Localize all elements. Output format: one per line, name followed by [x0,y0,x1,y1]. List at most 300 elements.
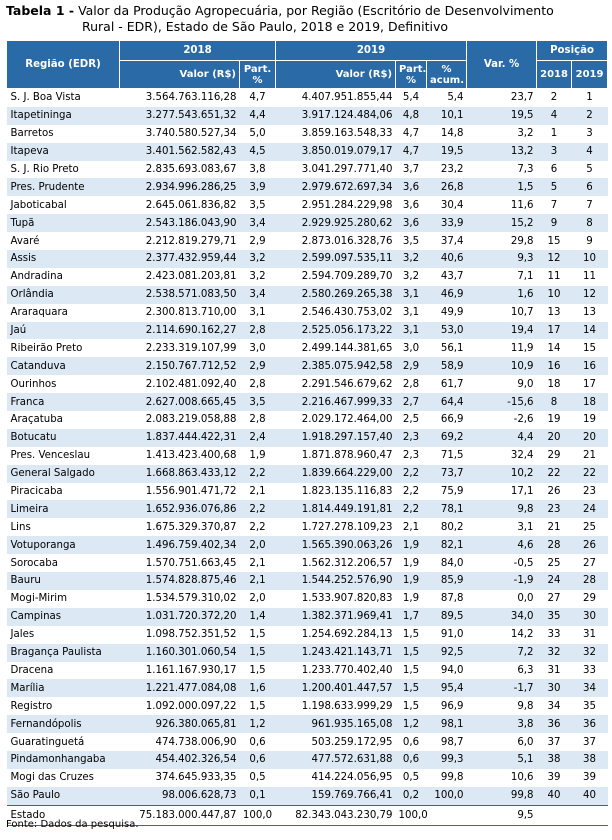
cell-regiao: Jaboticabal [7,196,120,214]
table-row [7,465,608,483]
cell-pos-2019: 20 [572,429,608,447]
cell-pos-2018: 14 [537,339,572,357]
cell-part-2018: 3,2 [240,250,276,268]
cell-regiao: Piracicaba [7,483,120,501]
cell-pos-2019: 27 [572,554,608,572]
cell-valor-2019: 961.935.165,08 [276,715,396,733]
cell-regiao: Bragança Paulista [7,644,120,662]
table-row [7,536,608,554]
cell-part-2019: 1,7 [396,608,427,626]
table-row [7,787,608,805]
cell-acum-2019 [427,805,467,825]
table-row [7,143,608,161]
cell-pos-2018: 24 [537,572,572,590]
cell-valor-2018: 2.114.690.162,27 [120,322,240,340]
cell-valor-2018: 2.543.186.043,90 [120,214,240,232]
cell-var: 7,2 [467,644,537,662]
cell-valor-2019: 2.873.016.328,76 [276,232,396,250]
cell-valor-2019: 4.407.951.855,44 [276,89,396,107]
cell-part-2018: 2,1 [240,554,276,572]
cell-var: 3,2 [467,125,537,143]
cell-pos-2019: 2 [572,107,608,125]
cell-part-2019: 3,2 [396,250,427,268]
cell-part-2019: 4,8 [396,107,427,125]
cell-regiao: Pres. Prudente [7,178,120,196]
table-row [7,769,608,787]
cell-var: 9,0 [467,375,537,393]
cell-var: 9,3 [467,250,537,268]
cell-valor-2019: 1.198.633.999,29 [276,697,396,715]
cell-acum-2019: 33,9 [427,214,467,232]
cell-var: 10,2 [467,465,537,483]
cell-pos-2019: 17 [572,375,608,393]
header-var: Var. % [467,41,537,89]
cell-part-2019: 2,2 [396,465,427,483]
table-row [7,733,608,751]
cell-part-2019: 2,7 [396,393,427,411]
cell-regiao: Sorocaba [7,554,120,572]
header-year-2019: 2019 [276,41,467,61]
cell-pos-2018: 31 [537,662,572,680]
cell-pos-2018: 6 [537,161,572,179]
table-row [7,644,608,662]
header-regiao: Região (EDR) [7,41,120,89]
cell-regiao: Franca [7,393,120,411]
cell-valor-2019: 3.917.124.484,06 [276,107,396,125]
cell-var: 6,0 [467,733,537,751]
table-row [7,715,608,733]
cell-part-2018: 4,4 [240,107,276,125]
cell-valor-2018: 1.574.828.875,46 [120,572,240,590]
cell-part-2018: 3,1 [240,304,276,322]
cell-valor-2018: 926.380.065,81 [120,715,240,733]
cell-valor-2018: 75.183.000.447,87 [120,805,240,825]
cell-part-2019: 3,2 [396,268,427,286]
cell-pos-2018: 2 [537,89,572,107]
cell-pos-2019: 15 [572,339,608,357]
cell-pos-2019: 9 [572,232,608,250]
cell-valor-2019: 2.546.430.753,02 [276,304,396,322]
cell-acum-2019: 53,0 [427,322,467,340]
cell-valor-2018: 2.423.081.203,81 [120,268,240,286]
cell-acum-2019: 49,9 [427,304,467,322]
cell-part-2018: 4,5 [240,143,276,161]
cell-pos-2019: 28 [572,572,608,590]
cell-pos-2019: 21 [572,447,608,465]
cell-acum-2019: 69,2 [427,429,467,447]
cell-valor-2018: 1.652.936.076,86 [120,500,240,518]
cell-valor-2019: 2.580.269.265,38 [276,286,396,304]
table-row [7,107,608,125]
cell-valor-2018: 98.006.628,73 [120,787,240,805]
cell-var: 4,6 [467,536,537,554]
cell-valor-2018: 2.233.319.107,99 [120,339,240,357]
cell-pos-2018: 8 [537,393,572,411]
cell-valor-2019: 1.544.252.576,90 [276,572,396,590]
cell-var: -2,6 [467,411,537,429]
cell-part-2018: 2,4 [240,429,276,447]
cell-regiao: Dracena [7,662,120,680]
cell-regiao: Jales [7,626,120,644]
cell-acum-2019: 61,7 [427,375,467,393]
cell-part-2019: 2,5 [396,411,427,429]
cell-part-2018: 2,1 [240,572,276,590]
cell-valor-2018: 2.212.819.279,71 [120,232,240,250]
cell-part-2018: 2,2 [240,518,276,536]
table-row [7,125,608,143]
cell-var: 9,8 [467,500,537,518]
cell-acum-2019: 23,2 [427,161,467,179]
cell-part-2019: 3,6 [396,196,427,214]
cell-valor-2018: 1.556.901.471,72 [120,483,240,501]
table-row [7,662,608,680]
cell-part-2019: 1,2 [396,715,427,733]
cell-valor-2019: 2.929.925.280,62 [276,214,396,232]
cell-acum-2019: 64,4 [427,393,467,411]
cell-regiao: Estado [7,805,120,825]
cell-valor-2018: 2.150.767.712,52 [120,357,240,375]
cell-part-2018: 2,2 [240,500,276,518]
cell-pos-2019: 16 [572,357,608,375]
cell-regiao: General Salgado [7,465,120,483]
cell-pos-2018: 23 [537,500,572,518]
cell-part-2019: 2,3 [396,447,427,465]
table-row [7,161,608,179]
cell-part-2019: 5,4 [396,89,427,107]
cell-valor-2018: 1.092.000.097,22 [120,697,240,715]
table-row [7,411,608,429]
table-row [7,304,608,322]
header-part-2018: Part. % [240,61,276,89]
cell-part-2018: 3,4 [240,214,276,232]
cell-pos-2018: 4 [537,107,572,125]
cell-pos-2018: 39 [537,769,572,787]
cell-part-2018: 1,4 [240,608,276,626]
cell-part-2019: 3,6 [396,214,427,232]
cell-part-2019: 1,5 [396,679,427,697]
table-row [7,196,608,214]
cell-acum-2019: 66,9 [427,411,467,429]
cell-acum-2019: 10,1 [427,107,467,125]
cell-var: 4,4 [467,429,537,447]
cell-valor-2018: 454.402.326,54 [120,751,240,769]
cell-regiao: Avaré [7,232,120,250]
cell-pos-2018: 35 [537,608,572,626]
cell-pos-2019: 19 [572,411,608,429]
cell-part-2019: 1,5 [396,697,427,715]
cell-valor-2018: 3.564.763.116,28 [120,89,240,107]
cell-valor-2018: 474.738.006,90 [120,733,240,751]
cell-pos-2018: 34 [537,697,572,715]
cell-var: 10,6 [467,769,537,787]
cell-var: 10,9 [467,357,537,375]
cell-part-2018: 2,9 [240,232,276,250]
cell-var: 1,5 [467,178,537,196]
table-row [7,375,608,393]
cell-part-2019: 2,9 [396,357,427,375]
cell-valor-2019: 1.871.878.960,47 [276,447,396,465]
cell-pos-2018: 37 [537,733,572,751]
cell-var: 3,1 [467,518,537,536]
cell-valor-2018: 2.627.008.665,45 [120,393,240,411]
cell-valor-2019: 2.594.709.289,70 [276,268,396,286]
cell-var: 32,4 [467,447,537,465]
cell-valor-2019: 2.979.672.697,34 [276,178,396,196]
cell-pos-2019: 33 [572,662,608,680]
cell-valor-2018: 1.837.444.422,31 [120,429,240,447]
caption-line2: Rural - EDR), Estado de São Paulo, 2018 e 2019, Definitivo [82,19,448,34]
table-row [7,500,608,518]
cell-valor-2019: 2.499.144.381,65 [276,339,396,357]
cell-acum-2019: 84,0 [427,554,467,572]
cell-part-2018: 1,6 [240,679,276,697]
cell-pos-2019: 1 [572,89,608,107]
header-acum-2019: % acum. [427,61,467,89]
cell-regiao: Tupã [7,214,120,232]
cell-pos-2018: 3 [537,143,572,161]
cell-acum-2019: 80,2 [427,518,467,536]
cell-pos-2019: 30 [572,608,608,626]
cell-valor-2019: 1.562.312.206,57 [276,554,396,572]
cell-regiao: Pres. Venceslau [7,447,120,465]
cell-valor-2018: 2.835.693.083,67 [120,161,240,179]
cell-pos-2018: 32 [537,644,572,662]
cell-valor-2019: 1.727.278.109,23 [276,518,396,536]
cell-regiao: Registro [7,697,120,715]
cell-regiao: São Paulo [7,787,120,805]
cell-pos-2019: 34 [572,679,608,697]
cell-pos-2019: 14 [572,322,608,340]
cell-part-2019: 3,1 [396,322,427,340]
cell-valor-2018: 2.538.571.083,50 [120,286,240,304]
cell-regiao: Campinas [7,608,120,626]
cell-pos-2019: 22 [572,465,608,483]
cell-var: 23,7 [467,89,537,107]
cell-acum-2019: 85,9 [427,572,467,590]
cell-pos-2018: 15 [537,232,572,250]
cell-part-2018: 100,0 [240,805,276,825]
cell-part-2019: 0,2 [396,787,427,805]
cell-var: 99,8 [467,787,537,805]
cell-var: 5,1 [467,751,537,769]
cell-pos-2019 [572,805,608,825]
caption-line1: Valor da Produção Agropecuária, por Região (Escritório de Desenvolvimento [74,3,554,18]
cell-acum-2019: 46,9 [427,286,467,304]
cell-part-2018: 0,6 [240,733,276,751]
cell-part-2019: 3,1 [396,304,427,322]
cell-var: 34,0 [467,608,537,626]
cell-pos-2018: 12 [537,250,572,268]
cell-pos-2018: 38 [537,751,572,769]
cell-pos-2018: 36 [537,715,572,733]
table-row [7,214,608,232]
cell-pos-2019: 11 [572,268,608,286]
cell-regiao: S. J. Boa Vista [7,89,120,107]
cell-part-2018: 0,1 [240,787,276,805]
cell-part-2019: 0,5 [396,769,427,787]
cell-var: 1,6 [467,286,537,304]
cell-regiao: Orlândia [7,286,120,304]
cell-part-2018: 2,0 [240,590,276,608]
cell-part-2019: 100,0 [396,805,427,825]
cell-part-2018: 2,0 [240,536,276,554]
cell-pos-2018: 9 [537,214,572,232]
cell-part-2019: 4,7 [396,125,427,143]
cell-pos-2019: 31 [572,626,608,644]
cell-var: 13,2 [467,143,537,161]
cell-pos-2019: 39 [572,769,608,787]
cell-pos-2019: 8 [572,214,608,232]
cell-acum-2019: 37,4 [427,232,467,250]
cell-part-2018: 2,8 [240,375,276,393]
cell-valor-2019: 2.951.284.229,98 [276,196,396,214]
cell-part-2019: 3,1 [396,286,427,304]
cell-part-2019: 2,1 [396,518,427,536]
cell-valor-2018: 2.083.219.058,88 [120,411,240,429]
cell-regiao: Itapeva [7,143,120,161]
cell-pos-2019: 13 [572,304,608,322]
cell-regiao: Marília [7,679,120,697]
table-row [7,357,608,375]
cell-regiao: Barretos [7,125,120,143]
cell-valor-2019: 3.859.163.548,33 [276,125,396,143]
cell-part-2018: 2,1 [240,483,276,501]
cell-valor-2018: 1.098.752.351,52 [120,626,240,644]
cell-valor-2018: 1.413.423.400,68 [120,447,240,465]
cell-part-2018: 4,7 [240,89,276,107]
cell-valor-2019: 1.200.401.447,57 [276,679,396,697]
cell-part-2019: 2,2 [396,500,427,518]
cell-part-2019: 1,5 [396,644,427,662]
cell-acum-2019: 95,4 [427,679,467,697]
cell-valor-2019: 1.814.449.191,81 [276,500,396,518]
cell-valor-2018: 3.277.543.651,32 [120,107,240,125]
cell-pos-2018: 17 [537,322,572,340]
cell-acum-2019: 19,5 [427,143,467,161]
cell-part-2018: 5,0 [240,125,276,143]
cell-valor-2019: 2.029.172.464,00 [276,411,396,429]
cell-valor-2019: 1.254.692.284,13 [276,626,396,644]
table-row [7,572,608,590]
table-row [7,232,608,250]
cell-var: 11,9 [467,339,537,357]
cell-acum-2019: 92,5 [427,644,467,662]
cell-part-2018: 1,2 [240,715,276,733]
cell-part-2018: 1,5 [240,697,276,715]
caption-label: Tabela 1 - [6,3,75,18]
cell-part-2018: 2,9 [240,357,276,375]
cell-acum-2019: 71,5 [427,447,467,465]
cell-pos-2018: 22 [537,465,572,483]
cell-acum-2019: 56,1 [427,339,467,357]
cell-pos-2019: 29 [572,590,608,608]
cell-acum-2019: 58,9 [427,357,467,375]
production-table [6,40,608,826]
cell-valor-2018: 1.160.301.060,54 [120,644,240,662]
cell-valor-2018: 2.934.996.286,25 [120,178,240,196]
cell-pos-2018: 20 [537,429,572,447]
cell-part-2018: 3,5 [240,196,276,214]
cell-valor-2018: 374.645.933,35 [120,769,240,787]
cell-pos-2019: 38 [572,751,608,769]
cell-pos-2018: 29 [537,447,572,465]
cell-var: 9,5 [467,805,537,825]
cell-part-2019: 3,0 [396,339,427,357]
table-row [7,429,608,447]
cell-acum-2019: 78,1 [427,500,467,518]
cell-valor-2018: 1.496.759.402,34 [120,536,240,554]
cell-regiao: Assis [7,250,120,268]
cell-pos-2019: 18 [572,393,608,411]
cell-var: 6,3 [467,662,537,680]
cell-regiao: Araraquara [7,304,120,322]
cell-pos-2019: 23 [572,483,608,501]
cell-valor-2018: 2.377.432.959,44 [120,250,240,268]
cell-valor-2019: 82.343.043.230,79 [276,805,396,825]
cell-var: -1,7 [467,679,537,697]
table-row [7,447,608,465]
cell-pos-2018: 5 [537,178,572,196]
table-row [7,178,608,196]
table-row [7,322,608,340]
cell-pos-2018: 40 [537,787,572,805]
cell-acum-2019: 26,8 [427,178,467,196]
cell-part-2018: 2,8 [240,411,276,429]
header-valor-2018: Valor (R$) [120,61,240,89]
cell-pos-2018: 28 [537,536,572,554]
cell-part-2019: 1,9 [396,590,427,608]
cell-pos-2019: 7 [572,196,608,214]
cell-regiao: Guaratinguetá [7,733,120,751]
cell-valor-2018: 2.102.481.092,40 [120,375,240,393]
cell-regiao: Bauru [7,572,120,590]
cell-valor-2019: 1.233.770.402,40 [276,662,396,680]
table-row [7,250,608,268]
cell-part-2019: 2,8 [396,375,427,393]
cell-pos-2018: 7 [537,196,572,214]
cell-part-2019: 1,9 [396,554,427,572]
cell-acum-2019: 94,0 [427,662,467,680]
cell-part-2019: 1,5 [396,662,427,680]
cell-valor-2019: 1.839.664.229,00 [276,465,396,483]
cell-regiao: Votuporanga [7,536,120,554]
table-row [7,554,608,572]
cell-var: 7,1 [467,268,537,286]
cell-part-2018: 3,0 [240,339,276,357]
header-pos-2018: 2018 [537,61,572,89]
table-row [7,518,608,536]
cell-valor-2018: 3.740.580.527,34 [120,125,240,143]
cell-var: 9,8 [467,697,537,715]
cell-part-2019: 0,6 [396,733,427,751]
cell-valor-2019: 159.769.766,41 [276,787,396,805]
cell-part-2019: 1,9 [396,536,427,554]
cell-var: 10,7 [467,304,537,322]
cell-acum-2019: 5,4 [427,89,467,107]
cell-regiao: Itapetininga [7,107,120,125]
table-row [7,268,608,286]
cell-acum-2019: 14,8 [427,125,467,143]
cell-part-2018: 0,6 [240,751,276,769]
cell-pos-2019: 26 [572,536,608,554]
cell-pos-2018: 18 [537,375,572,393]
cell-regiao: Lins [7,518,120,536]
cell-regiao: Pindamonhangaba [7,751,120,769]
cell-pos-2019: 24 [572,500,608,518]
cell-valor-2019: 2.525.056.173,22 [276,322,396,340]
cell-part-2019: 4,7 [396,143,427,161]
table-row [7,626,608,644]
